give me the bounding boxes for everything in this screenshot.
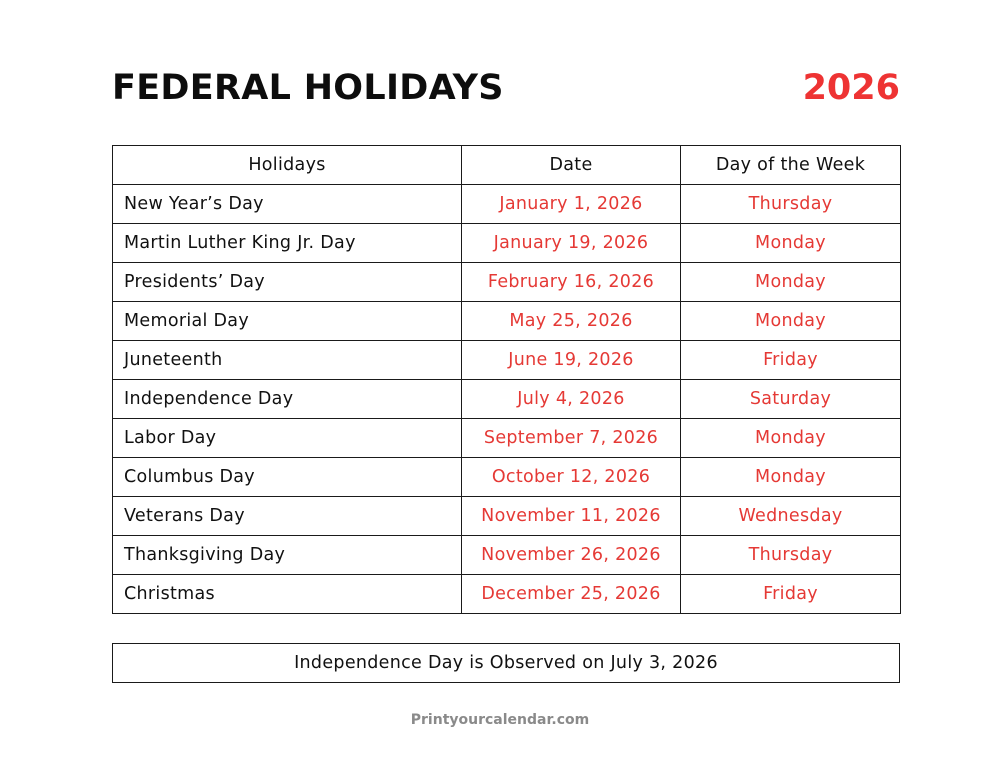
- table-header-row: [113, 146, 901, 185]
- footer-site-label: Printyourcalendar.com: [410, 712, 590, 728]
- holiday-weekday: Monday: [681, 263, 901, 302]
- holiday-weekday: Friday: [681, 575, 901, 614]
- holiday-weekday: Thursday: [681, 185, 901, 224]
- table-row: [113, 458, 901, 497]
- holiday-date: September 7, 2026: [462, 419, 681, 458]
- holiday-date: February 16, 2026: [462, 263, 681, 302]
- holiday-date: November 26, 2026: [462, 536, 681, 575]
- holiday-weekday: Friday: [681, 341, 901, 380]
- holiday-weekday: Wednesday: [681, 497, 901, 536]
- table-row: [113, 380, 901, 419]
- holiday-date: May 25, 2026: [462, 302, 681, 341]
- holiday-name: New Year’s Day: [113, 185, 462, 224]
- observance-note: Independence Day is Observed on July 3, 2026: [112, 643, 900, 683]
- holiday-name: Memorial Day: [113, 302, 462, 341]
- table-row: [113, 185, 901, 224]
- year-label: 2026: [802, 68, 900, 108]
- holiday-name: Labor Day: [113, 419, 462, 458]
- holiday-weekday: Monday: [681, 224, 901, 263]
- table-row: [113, 224, 901, 263]
- holiday-weekday: Monday: [681, 458, 901, 497]
- holiday-name: Christmas: [113, 575, 462, 614]
- table-row: [113, 263, 901, 302]
- holiday-name: Juneteenth: [113, 341, 462, 380]
- page-title: FEDERAL HOLIDAYS: [112, 68, 504, 108]
- holiday-name: Martin Luther King Jr. Day: [113, 224, 462, 263]
- column-header-date: Date: [462, 146, 681, 185]
- holiday-date: December 25, 2026: [462, 575, 681, 614]
- table-row: [113, 497, 901, 536]
- holidays-table: [112, 145, 901, 614]
- holiday-date: November 11, 2026: [462, 497, 681, 536]
- holiday-date: July 4, 2026: [462, 380, 681, 419]
- column-header-day-of-week: Day of the Week: [681, 146, 901, 185]
- holiday-date: January 1, 2026: [462, 185, 681, 224]
- table-row: [113, 536, 901, 575]
- holiday-weekday: Monday: [681, 302, 901, 341]
- page-header: [112, 62, 900, 114]
- column-header-holidays: Holidays: [113, 146, 462, 185]
- holiday-weekday: Saturday: [681, 380, 901, 419]
- holiday-date: June 19, 2026: [462, 341, 681, 380]
- holiday-date: October 12, 2026: [462, 458, 681, 497]
- holiday-name: Veterans Day: [113, 497, 462, 536]
- table-row: [113, 302, 901, 341]
- holiday-weekday: Monday: [681, 419, 901, 458]
- holiday-name: Independence Day: [113, 380, 462, 419]
- holiday-weekday: Thursday: [681, 536, 901, 575]
- holiday-name: Thanksgiving Day: [113, 536, 462, 575]
- table-row: [113, 575, 901, 614]
- holiday-name: Columbus Day: [113, 458, 462, 497]
- table-row: [113, 419, 901, 458]
- holiday-name: Presidents’ Day: [113, 263, 462, 302]
- table-row: [113, 341, 901, 380]
- holiday-date: January 19, 2026: [462, 224, 681, 263]
